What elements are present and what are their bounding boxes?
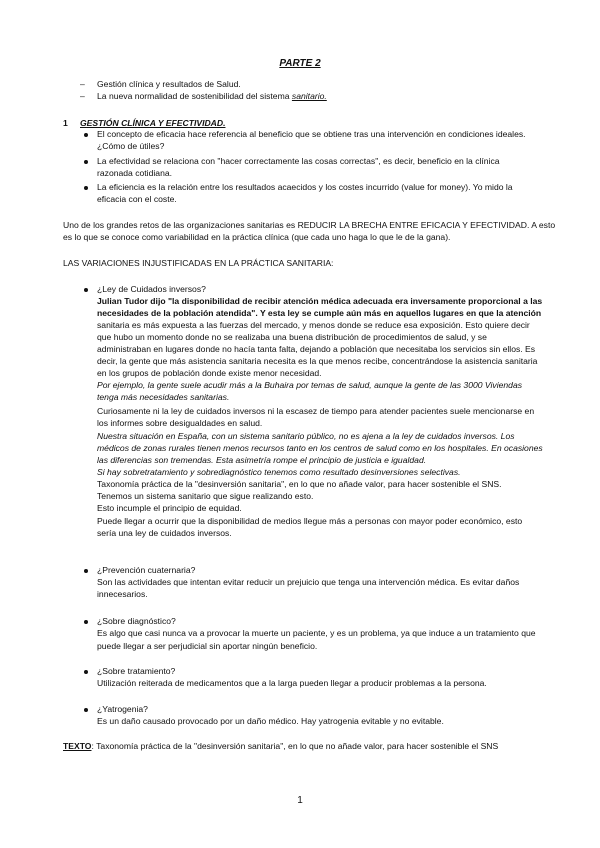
italic-line: médicos de zonas rurales tienen menos recursos tanto en los centros de salud como en los hospitales. En ocasiones: [97, 443, 543, 453]
italic-line: Si hay sobretratamiento y sobrediagnóstico tenemos como resultado desinversiones selectivas.: [97, 467, 461, 477]
bullet-icon: [84, 708, 88, 712]
bullet-icon: [84, 670, 88, 674]
page-number: 1: [297, 795, 303, 806]
bullet-line: La efectividad se relaciona con "hacer correctamente las cosas correctas", es decir, beneficio en la clínica: [97, 156, 500, 166]
text-line: Tenemos un sistema sanitario que sigue realizando esto.: [97, 491, 314, 501]
question-heading: ¿Prevención cuaternaria?: [97, 565, 196, 575]
paragraph-line: es lo que se conoce como variabilidad en la práctica clínica (que cada uno haga lo que le de la gana).: [63, 232, 451, 242]
example-line: tenga más necesidades sanitarias.: [97, 392, 230, 402]
paragraph-emphasis: REDUCIR LA BRECHA ENTRE EFICACIA Y EFECTIVIDAD: [297, 220, 527, 230]
quote-line: sanitaria es más expuesta a las fuerzas del mercado, y menos donde se reduce esa exposición. Esto quiere decir: [97, 320, 530, 330]
text-line: innecesarios.: [97, 589, 148, 599]
quote-line: necesidades de la población atendida". Y esta ley se cumple aún más en aquellos lugares en que la atención: [97, 308, 542, 318]
question-heading: ¿Sobre diagnóstico?: [97, 616, 176, 626]
bullet-icon: [84, 133, 88, 137]
bullet-icon: [84, 160, 88, 164]
text-line: Taxonomía práctica de la "desinversión sanitaria", en lo que no añade valor, para hacer sostenible el SNS.: [97, 479, 502, 489]
text-line: Utilización reiterada de medicamentos que a la larga pueden llegar a producir problemas a la persona.: [97, 678, 487, 688]
bullet-line: eficacia con el coste.: [97, 194, 177, 204]
text-line: puede llegar a ser perjudicial sin aportar ningún beneficio.: [97, 641, 318, 651]
bullet-icon: [84, 620, 88, 624]
text-line: Es algo que casi nunca va a provocar la muerte un paciente, y es un problema, ya que induce a un tratamiento que: [97, 628, 536, 638]
text-reference-body: : Taxonomía práctica de la "desinversión sanitaria", en lo que no añade valor, para hacer sostenible el SNS: [91, 741, 499, 751]
bullet-line: El concepto de eficacia hace referencia al beneficio que se obtiene tras una intervención en condiciones ideales.: [97, 129, 526, 139]
intro-item: [97, 91, 327, 102]
bullet-line: razonada cotidiana.: [97, 168, 173, 178]
intro-item: Gestión clínica y resultados de Salud.: [97, 79, 241, 89]
text-line: Puede llegar a ocurrir que la disponibilidad de medios llegue más a personas con mayor poder económico, esto: [97, 516, 523, 526]
bullet-icon: [84, 186, 88, 190]
italic-line: las diferencias son tremendas. Esta asimetría rompe el principio de justicia e igualdad.: [97, 455, 427, 465]
page-title: PARTE 2: [279, 58, 321, 69]
dash-marker: –: [80, 79, 85, 89]
quote-line: decir, la gente que más asistencia sanitaria necesita es la que menos recibe, concentrándose la asistencia sanitaria: [97, 356, 538, 366]
section-number: 1: [63, 118, 68, 128]
text-line: Son las actividades que intentan evitar reducir un prejuicio que tenga una intervención médica. Es evitar daños: [97, 577, 520, 587]
question-heading: ¿Sobre tratamiento?: [97, 666, 176, 676]
bullet-line: La eficiencia es la relación entre los resultados acaecidos y los costes incurrido (value for money). Yo mido la: [97, 182, 513, 192]
bullet-line: ¿Cómo de útiles?: [97, 141, 165, 151]
quote-line: administraban en lugares donde no hacía tanta falta, dejando a población que necesitaba los servicios sin ellos. Es: [97, 344, 536, 354]
section-heading: GESTIÓN CLÍNICA Y EFECTIVIDAD.: [80, 118, 226, 128]
bullet-icon: [84, 288, 88, 292]
text-line: Esto incumple el principio de equidad.: [97, 503, 242, 513]
quote-line: que hubo un momento donde no se realizaba una buena distribución de procedimientos de salud, y se: [97, 332, 487, 342]
example-line: Por ejemplo, la gente suele acudir más a la Buhaira por temas de salud, aunque la gente de las 3000 Viviendas: [97, 380, 523, 390]
text-line: Curiosamente ni la ley de cuidados inversos ni la escasez de tiempo para atender pacientes suele mencionarse en: [97, 406, 535, 416]
intro-item-emphasis: sanitario.: [291, 91, 327, 101]
quote-line: en los grupos de población donde existe menor necesidad.: [97, 368, 322, 378]
question-heading: ¿Yatrogenia?: [97, 704, 148, 714]
text-line: sería una ley de cuidados inversos.: [97, 528, 232, 538]
paragraph-line: [63, 220, 555, 231]
paragraph-text: . A esto: [526, 220, 556, 230]
paragraph-text: Uno de los grandes retos de las organizaciones sanitarias es: [63, 220, 296, 230]
question-heading: ¿Ley de Cuidados inversos?: [97, 284, 206, 294]
text-line: Es un daño causado provocado por un daño médico. Hay yatrogenia evitable y no evitable.: [97, 716, 444, 726]
text-reference: [63, 741, 498, 752]
italic-line: Nuestra situación en España, con un sistema sanitario público, no es ajena a la ley de cuidados inversos. Los: [97, 431, 515, 441]
subheading: LAS VARIACIONES INJUSTIFICADAS EN LA PRÁCTICA SANITARIA:: [63, 258, 334, 268]
bullet-icon: [84, 569, 88, 573]
text-reference-label: TEXTO: [63, 741, 92, 751]
intro-item-text: La nueva normalidad de sostenibilidad del sistema: [97, 91, 290, 101]
dash-marker: –: [80, 91, 85, 101]
quote-line: Julian Tudor dijo "la disponibilidad de recibir atención médica adecuada era inversamente proporcional a las: [97, 296, 543, 306]
text-line: los informes sobre desigualdades en salud.: [97, 418, 263, 428]
